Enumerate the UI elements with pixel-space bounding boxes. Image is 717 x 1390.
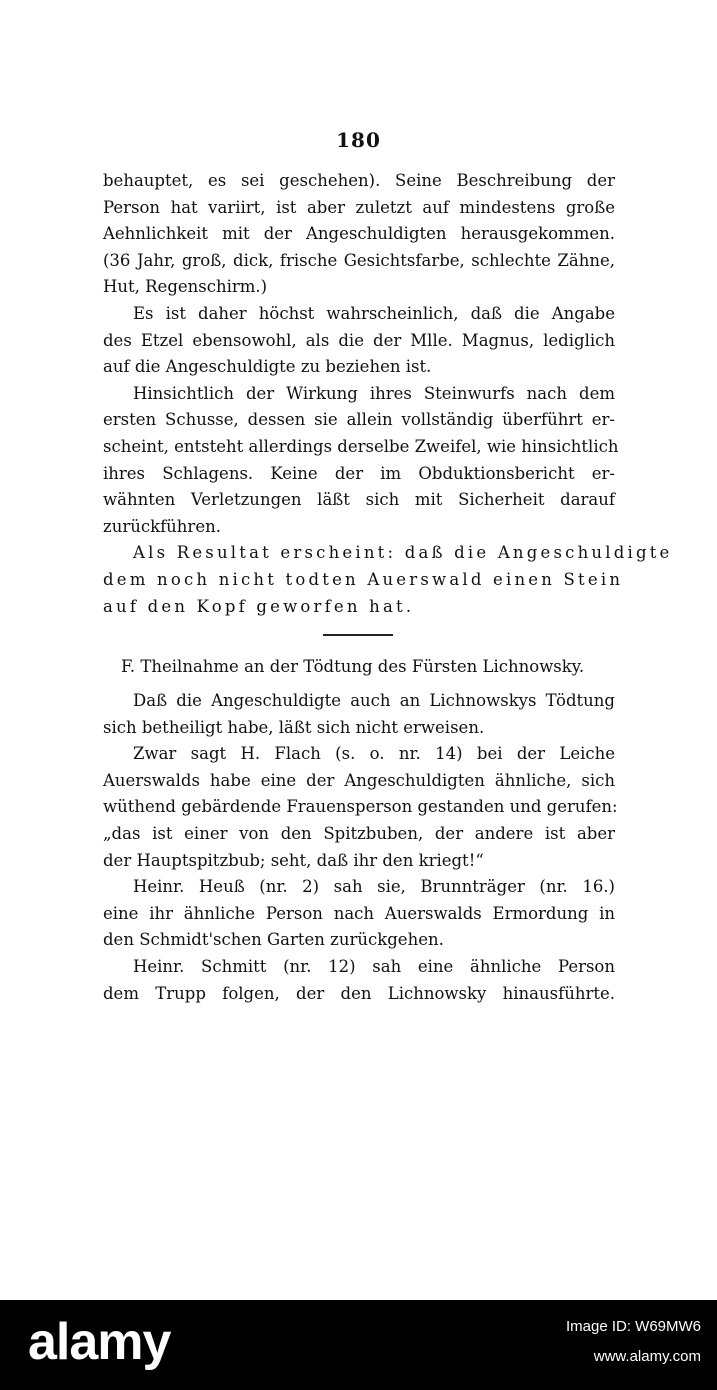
text-line: Es ist daher höchst wahrscheinlich, daß die Angabe: [133, 303, 615, 323]
section-heading: F. Theilnahme an der Tödtung des Fürsten Lichnowsky.: [121, 657, 585, 677]
alamy-logo: alamy: [28, 1313, 171, 1371]
text-line: Auerswalds habe eine der Angeschuldigten ähnliche, sich: [103, 770, 615, 790]
text-line: der Hauptspitzbub; seht, daß ihr den kriegt!“: [103, 850, 484, 870]
text-line: ihres Schlagens. Keine der im Obduktionsbericht er-: [103, 463, 615, 483]
text-line: zurückführen.: [103, 516, 221, 536]
body-text: [103, 168, 673, 1007]
text-line: (36 Jahr, groß, dick, frische Gesichtsfarbe, schlechte Zähne,: [103, 250, 615, 270]
text-line: Heinr. Heuß (nr. 2) sah sie, Brunnträger (nr. 16.): [133, 877, 615, 897]
paragraph-8: [103, 954, 615, 1007]
watermark-url: www.alamy.com: [593, 1348, 701, 1365]
watermark-bar: [0, 1300, 717, 1390]
paragraph-1: [103, 168, 615, 301]
text-line: Daß die Angeschuldigte auch an Lichnowskys Tödtung: [133, 691, 615, 711]
image-id: Image ID: W69MW6: [565, 1318, 701, 1335]
text-line: Hinsichtlich der Wirkung ihres Steinwurfs nach dem: [133, 383, 615, 403]
text-line: auf die Angeschuldigte zu beziehen ist.: [103, 357, 432, 377]
text-line: Aehnlichkeit mit der Angeschuldigten herausgekommen.: [103, 224, 615, 244]
text-line: „das ist einer von den Spitzbuben, der andere ist aber: [103, 824, 615, 844]
paragraph-5: [103, 688, 615, 741]
text-line: dem Trupp folgen, der den Lichnowsky hinausführte.: [103, 983, 615, 1003]
text-line: scheint, entsteht allerdings derselbe Zweifel, wie hinsichtlich: [103, 436, 619, 456]
section-divider: [323, 634, 393, 636]
text-line: ersten Schusse, dessen sie allein vollständig überführt er-: [103, 410, 615, 430]
paragraph-3: [103, 381, 619, 541]
paragraph-7: [103, 874, 615, 954]
page-number: 180: [336, 128, 381, 152]
text-line: sich betheiligt habe, läßt sich nicht erweisen.: [103, 717, 485, 737]
paragraph-6: [103, 741, 618, 874]
text-line: Zwar sagt H. Flach (s. o. nr. 14) bei der Leiche: [133, 744, 615, 764]
paragraph-2: [103, 301, 615, 381]
text-line: behauptet, es sei geschehen). Seine Beschreibung der: [103, 171, 615, 190]
text-line: des Etzel ebensowohl, als die der Mlle. Magnus, lediglich: [103, 330, 615, 350]
text-line: wüthend gebärdende Frauensperson gestanden und gerufen:: [103, 797, 618, 817]
text-line: den Schmidt'schen Garten zurückgehen.: [103, 930, 444, 950]
text-line: Heinr. Schmitt (nr. 12) sah eine ähnliche Person: [133, 957, 615, 977]
text-line: dem noch nicht todten Auerswald einen Stein: [103, 569, 624, 589]
text-line: Als Resultat erscheint: daß die Angeschuldigte: [133, 543, 673, 563]
paragraph-conclusion: [103, 540, 673, 620]
text-line: Hut, Regenschirm.): [103, 277, 268, 297]
text-line: auf den Kopf geworfen hat.: [103, 596, 415, 616]
text-line: Person hat variirt, ist aber zuletzt auf mindestens große: [103, 197, 615, 217]
text-line: eine ihr ähnliche Person nach Auerswalds Ermordung in: [103, 903, 615, 923]
text-line: wähnten Verletzungen läßt sich mit Sicherheit darauf: [103, 490, 615, 510]
